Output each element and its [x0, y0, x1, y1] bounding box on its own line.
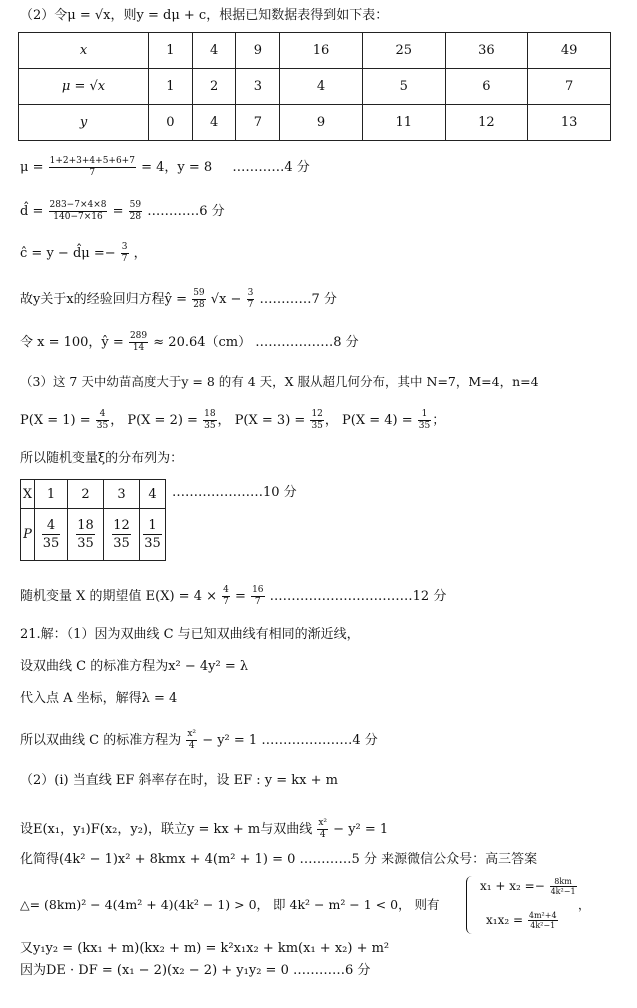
fraction: [192, 288, 205, 311]
fraction-numerator: x²: [187, 729, 197, 739]
table-cell: 3: [236, 69, 280, 105]
table-cell: 49: [528, 33, 611, 69]
table-cell: 4: [192, 33, 236, 69]
distribution-table: [20, 479, 166, 561]
formula-text: 故y关于x的经验回归方程ŷ =: [20, 292, 188, 307]
table-cell: x: [19, 33, 149, 69]
fraction: [528, 911, 558, 930]
fraction-denominator: 35: [311, 421, 323, 431]
score-note: ………………8 分: [255, 335, 359, 350]
fraction-numerator: 1+2+3+4+5+6+7: [49, 156, 135, 166]
score-note: …………………10 分: [172, 485, 297, 500]
fraction-numerator: 16: [252, 585, 264, 595]
q21-line-9: 又y₁y₂ = (kx₁ + m)(kx₂ + m) = k²x₁x₂ + km(x₁ + x₂) + m²: [20, 941, 390, 956]
score-note: …………6 分: [147, 204, 225, 219]
prob-label: P(X = 2) =: [127, 413, 198, 428]
formula-mid: √x −: [210, 292, 242, 307]
fraction: [49, 200, 108, 223]
table-cell: 7: [236, 105, 280, 141]
fraction: [203, 409, 216, 432]
formula-rest: = 4，y = 8: [141, 160, 213, 175]
fraction-numerator: 18: [77, 518, 94, 533]
probabilities-line: P(X = 1) = $\frac{4}{35}$ ， P(X = 2) = $\frac{18}{35}$ ， P(X = 3) = $\frac{12}{35}$ ， P(X = 4) = $\frac{1}{35}$ ；: [20, 409, 446, 431]
formula-equals: =: [112, 204, 124, 219]
score-note: …………………4 分: [261, 733, 378, 748]
fraction-numerator: 4m²+4: [528, 911, 557, 920]
fraction: [129, 331, 148, 354]
formula-lhs: d̂ =: [20, 204, 44, 219]
fraction-numerator: 59: [193, 288, 205, 298]
fraction: [143, 517, 162, 552]
q21-line-1: 21.解：（1）因为双曲线 C 与已知双曲线有相同的渐近线，: [20, 627, 360, 642]
score-note: …………7 分: [259, 292, 337, 307]
fraction-numerator: 4: [96, 409, 109, 421]
table-cell: 2: [192, 69, 236, 105]
formula-text: 所以双曲线 C 的标准方程为: [20, 733, 182, 748]
formula-lhs: x₁ + x₂ =−: [480, 879, 545, 893]
table-cell: 4: [140, 480, 166, 509]
fraction-denominator: 4k²−1: [530, 921, 556, 930]
table-cell: μ = √x: [19, 69, 149, 105]
fraction-denominator: 35: [204, 421, 216, 431]
fraction-numerator: 1: [418, 409, 431, 421]
table-cell: P: [21, 509, 35, 561]
table-cell: [140, 509, 166, 561]
score-note: …………5 分: [299, 852, 377, 867]
fraction: [121, 242, 129, 265]
fraction-denominator: 7: [247, 300, 254, 310]
fraction-denominator: 140−7×16: [53, 212, 103, 222]
q21-line-4: [20, 729, 378, 752]
formula-text: 随机变量 X 的期望值 E(X) = 4 ×: [20, 589, 217, 604]
fraction-denominator: 4: [319, 830, 326, 840]
fraction-numerator: 1: [143, 517, 162, 535]
fraction-denominator: 7: [223, 597, 229, 607]
formula-rest: − y² = 1: [333, 822, 389, 837]
table-cell: 3: [104, 480, 140, 509]
formula-lhs: ĉ = y − d̂μ =−: [20, 246, 116, 261]
table-cell: 5: [362, 69, 445, 105]
formula-text: 化简得(4k² − 1)x² + 8kmx + 4(m² + 1) = 0: [20, 852, 296, 867]
table-row: [19, 33, 611, 69]
d-hat-line: [20, 200, 225, 223]
fraction: [186, 729, 197, 752]
fraction: [112, 517, 131, 552]
table-cell: 13: [528, 105, 611, 141]
formula-text: 令 x = 100，ŷ =: [20, 335, 124, 350]
expectation-line: [20, 585, 446, 608]
table-cell: 4: [280, 69, 363, 105]
table-cell: 12: [445, 105, 528, 141]
fraction-numerator: 59: [129, 200, 142, 210]
table-cell: [35, 509, 68, 561]
formula-rest: ≈ 20.64（cm）: [153, 335, 252, 350]
table-cell: 36: [445, 33, 528, 69]
fraction: [418, 409, 431, 432]
q21-line-8: △= (8km)² − 4(4m² + 4)(4k² − 1) > 0， 即 4k² − m² − 1 < 0， 则有: [20, 897, 440, 912]
prediction-line: [20, 331, 359, 354]
fraction-numerator: 12: [311, 409, 323, 419]
table-cell: 25: [362, 33, 445, 69]
c-hat-line: [20, 242, 147, 265]
fraction-numerator: 4: [42, 517, 61, 535]
fraction: [222, 585, 230, 608]
fraction-numerator: 4: [223, 585, 229, 595]
fraction-numerator: 18: [204, 409, 216, 419]
q21-line-10: [20, 962, 370, 980]
fraction: [96, 409, 109, 432]
fraction-denominator: 7: [121, 254, 128, 264]
fraction: [251, 585, 264, 608]
q21-line-5: （2）(i) 当直线 EF 斜率存在时，设 EF : y = kx + m: [20, 773, 338, 788]
system-eq-2: [486, 911, 559, 930]
table-cell: 0: [149, 105, 193, 141]
part3-line: （3）这 7 天中幼苗高度大于y = 8 的有 4 天，X 服从超几何分布，其中 N=7，M=4，n=4: [20, 374, 539, 389]
table-cell: y: [19, 105, 149, 141]
table-cell: 6: [445, 69, 528, 105]
fraction-numerator: 12: [113, 518, 130, 533]
fraction-denominator: 7: [254, 597, 261, 607]
fraction-denominator: 35: [96, 421, 109, 431]
table-cell: 7: [528, 69, 611, 105]
q21-line-3: 代入点 A 坐标，解得λ = 4: [20, 691, 178, 706]
table-cell: 9: [280, 105, 363, 141]
data-table: [18, 32, 611, 141]
fraction: [49, 156, 136, 179]
formula-rest: − y² = 1: [202, 733, 258, 748]
table-row: [19, 69, 611, 105]
fraction-denominator: 28: [193, 300, 205, 310]
distribution-intro: 所以随机变量ξ的分布列为：: [20, 451, 184, 466]
fraction: [310, 409, 323, 432]
fraction-numerator: 8km: [550, 877, 577, 887]
fraction-denominator: 7: [89, 168, 96, 178]
table-cell: 11: [362, 105, 445, 141]
fraction-numerator: x²: [318, 818, 328, 828]
part2-intro: （2）令μ = √x，则y = dμ + c，根据已知数据表得到如下表：: [20, 8, 389, 23]
table-cell: 1: [35, 480, 68, 509]
fraction-denominator: 35: [77, 536, 94, 551]
q21-line-6: [20, 818, 388, 841]
formula-tail: ，: [133, 246, 147, 261]
system-tail: ，: [578, 898, 591, 912]
system-eq-1: [480, 877, 578, 896]
q21-line-7: [20, 851, 537, 869]
fraction: [247, 288, 255, 311]
fraction-denominator: 4: [188, 741, 195, 751]
table-cell: 1: [149, 33, 193, 69]
fraction-numerator: 3: [247, 288, 254, 298]
score-note: …………4 分: [232, 160, 310, 175]
fraction-denominator: 35: [42, 536, 60, 551]
table-row: [21, 480, 166, 509]
fraction: [42, 517, 61, 552]
formula-text: 设E(x₁，y₁)F(x₂，y₂)，联立y = kx + m与双曲线: [20, 822, 313, 837]
prob-label: P(X = 4) =: [342, 413, 413, 428]
fraction-denominator: 35: [418, 421, 431, 431]
table-row: [19, 105, 611, 141]
table-cell: 16: [280, 33, 363, 69]
formula-lhs: μ =: [20, 160, 44, 175]
brace: [466, 876, 476, 934]
table-cell: 2: [68, 480, 104, 509]
formula-equals: =: [235, 589, 246, 604]
score-note: …………6 分: [292, 963, 371, 978]
table-cell: 4: [192, 105, 236, 141]
fraction-denominator: 4k²−1: [550, 887, 576, 896]
table-cell: X: [21, 480, 35, 509]
prob-label: P(X = 1) =: [20, 413, 91, 428]
table-cell: 1: [149, 69, 193, 105]
prob-label: P(X = 3) =: [234, 413, 306, 428]
fraction-denominator: 28: [129, 212, 142, 222]
table-row: [21, 509, 166, 561]
table-cell: 9: [236, 33, 280, 69]
source-note: 来源微信公众号：高三答案: [381, 852, 538, 867]
regression-line: [20, 288, 337, 311]
mu-mean-line: [20, 156, 310, 179]
fraction: [317, 818, 328, 841]
q21-line-2: 设双曲线 C 的标准方程为x² − 4y² = λ: [20, 659, 249, 674]
score-note: ……………………………12 分: [269, 589, 447, 604]
table-cell: [68, 509, 104, 561]
fraction: [129, 200, 142, 223]
fraction-numerator: 283−7×4×8: [49, 200, 107, 210]
fraction-denominator: 35: [113, 536, 130, 551]
formula-lhs: x₁x₂ =: [486, 913, 524, 927]
table-cell: [104, 509, 140, 561]
fraction-denominator: 35: [144, 536, 161, 551]
fraction-numerator: 289: [129, 331, 148, 341]
fraction: [76, 517, 95, 552]
formula-text: 因为DE · DF = (x₁ − 2)(x₂ − 2) + y₁y₂ = 0: [20, 963, 289, 978]
fraction-denominator: 14: [132, 343, 145, 353]
fraction-numerator: 3: [121, 242, 128, 252]
fraction: [550, 877, 577, 896]
